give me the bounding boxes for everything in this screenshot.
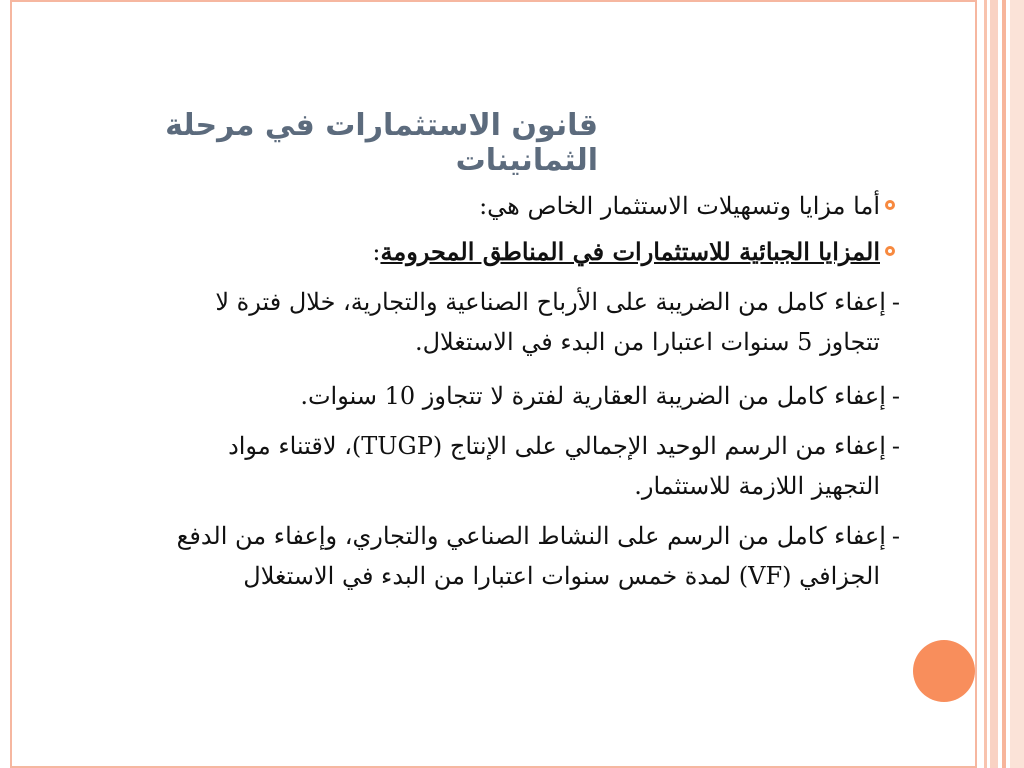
circle-bullet-icon	[885, 200, 895, 210]
item-line: إعفاء كامل من الضريبة العقارية لفترة لا تتجاوز 10 سنوات.	[300, 382, 886, 410]
slide-title: قانون الاستثمارات في مرحلة الثمانينات	[165, 108, 598, 178]
item-dash: -	[891, 432, 900, 460]
list-item-continuation	[60, 324, 880, 360]
decor-stripe	[1002, 0, 1006, 768]
frame-line-top	[10, 0, 976, 2]
list-item	[60, 378, 900, 414]
list-item-continuation	[60, 558, 880, 594]
item-line: إعفاء من الرسم الوحيد الإجمالي على الإنتاج (TUGP)، لاقتناء مواد	[228, 432, 886, 460]
item-dash: -	[891, 382, 900, 410]
frame-line-right	[975, 0, 977, 768]
decor-stripe	[990, 0, 998, 768]
item-line: الجزافي (VF) لمدة خمس سنوات اعتبارا من البدء في الاستغلال	[243, 562, 880, 590]
bullet-text-underlined: المزايا الجبائية للاستثمارات في المناطق المحرومة	[380, 237, 880, 266]
item-line: إعفاء كامل من الرسم على النشاط الصناعي والتجاري، وإعفاء من الدفع	[176, 522, 886, 550]
list-item	[60, 428, 900, 464]
item-line: التجهيز اللازمة للاستثمار.	[634, 472, 880, 500]
frame-line-left	[10, 0, 12, 768]
list-item-continuation	[60, 468, 880, 504]
item-dash: -	[891, 522, 900, 550]
bullet-text: أما مزايا وتسهيلات الاستثمار الخاص هي:	[479, 192, 880, 220]
decor-stripe	[984, 0, 987, 768]
decor-stripe	[1010, 0, 1024, 768]
item-line: إعفاء كامل من الضريبة على الأرباح الصناعية والتجارية، خلال فترة لا	[215, 288, 886, 316]
decor-circle	[913, 640, 975, 702]
circle-bullet-icon	[885, 246, 895, 256]
item-dash: -	[891, 288, 900, 316]
bullet-suffix: :	[372, 238, 381, 266]
bullet-item	[60, 234, 880, 270]
item-line: تتجاوز 5 سنوات اعتبارا من البدء في الاستغلال.	[414, 328, 880, 356]
list-item	[60, 518, 900, 554]
list-item	[60, 284, 900, 320]
bullet-item	[60, 188, 880, 224]
